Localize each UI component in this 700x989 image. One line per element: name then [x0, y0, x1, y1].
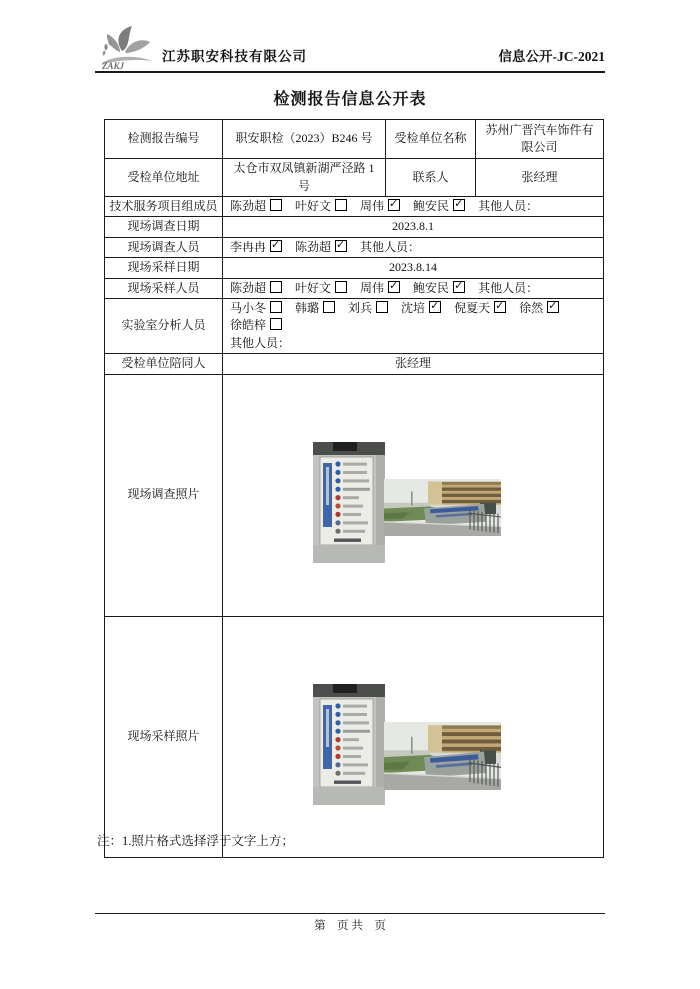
checkbox-unchecked	[323, 301, 335, 313]
sampling-date-value: 2023.8.14	[223, 258, 604, 278]
survey-factory-photo	[384, 479, 501, 536]
report-info-table	[104, 119, 604, 858]
staff-member: 鲍安民 ✓	[413, 281, 465, 295]
other-staff-label: 其他人员：	[360, 239, 421, 254]
company-name: 江苏职安科技有限公司	[162, 49, 307, 64]
staff-member: 周伟 ✓	[360, 281, 400, 295]
survey-staff-label: 现场调查人员	[105, 237, 223, 257]
lab-staff-label: 实验室分析人员	[105, 298, 223, 353]
checkbox-checked	[453, 199, 465, 211]
escort-value: 张经理	[223, 354, 604, 374]
survey-date-label: 现场调查日期	[105, 217, 223, 237]
checkbox-unchecked	[270, 281, 282, 293]
unit-name-value: 苏州广晋汽车饰件有限公司	[476, 120, 604, 159]
other-staff-label: 其他人员：	[478, 199, 539, 213]
contact-label: 联系人	[386, 159, 476, 197]
staff-member: 陈劲超	[230, 199, 282, 213]
staff-member: 陈劲超 ✓	[295, 240, 347, 254]
staff-member: 倪夏天✓	[454, 301, 506, 315]
checkbox-unchecked	[270, 199, 282, 211]
checkbox-unchecked	[270, 301, 282, 313]
checkbox-checked	[270, 240, 282, 252]
survey-photo-label: 现场调查照片	[105, 374, 223, 616]
checkbox-checked	[335, 240, 347, 252]
staff-member: 叶好文	[295, 281, 347, 295]
tech-team-members	[223, 197, 604, 217]
checkbox-unchecked	[376, 301, 388, 313]
company-logo	[94, 25, 158, 73]
staff-member: 马小冬	[230, 301, 282, 315]
contact-value: 张经理	[476, 159, 604, 197]
staff-member: 韩璐	[295, 301, 335, 315]
footnote: 注：1.照片格式选择浮于文字上方；	[97, 834, 294, 848]
survey-staff-members	[223, 237, 604, 257]
report-no-value: 职安职检（2023）B246 号	[223, 120, 386, 159]
checkbox-unchecked	[335, 281, 347, 293]
tech-team-label: 技术服务项目组成员	[105, 197, 223, 217]
report-no-label: 检测报告编号	[105, 120, 223, 159]
page-title: 检测报告信息公开表	[273, 91, 427, 108]
sampling-factory-photo	[384, 722, 501, 790]
sampling-photo-label: 现场采样照片	[105, 616, 223, 857]
staff-member: 周伟 ✓	[360, 199, 400, 213]
lab-staff-members	[223, 298, 604, 353]
footer-rule	[95, 913, 605, 914]
address-value: 太仓市双凤镇新湖严泾路 1 号	[223, 159, 386, 197]
checkbox-checked	[547, 301, 559, 313]
unit-name-label: 受检单位名称	[386, 120, 476, 159]
sampling-staff-label: 现场采样人员	[105, 278, 223, 298]
other-staff-label: 其他人员：	[478, 280, 539, 295]
checkbox-checked	[429, 301, 441, 313]
staff-member: 徐然✓	[519, 301, 559, 315]
checkbox-unchecked	[270, 318, 282, 330]
escort-label: 受检单位陪同人	[105, 354, 223, 374]
sampling-staff-members	[223, 278, 604, 298]
staff-member: 陈劲超	[230, 281, 282, 295]
checkbox-checked	[388, 281, 400, 293]
staff-member: 沈培 ✓	[401, 301, 441, 315]
sampling-signboard-photo	[313, 684, 385, 805]
logo-text: ZAKJ	[102, 61, 125, 71]
checkbox-checked	[388, 199, 400, 211]
checkbox-checked	[494, 301, 506, 313]
checkbox-unchecked	[335, 199, 347, 211]
page-footer: 第 页 共 页	[314, 920, 386, 932]
staff-member: 李冉冉 ✓	[230, 240, 282, 254]
staff-member: 刘兵	[348, 301, 388, 315]
survey-signboard-photo	[313, 442, 385, 563]
doc-code: 信息公开-JC-2021	[498, 49, 605, 64]
other-staff-label: 其他人员：	[230, 335, 291, 350]
sampling-date-label: 现场采样日期	[105, 258, 223, 278]
survey-photo-cell	[223, 374, 604, 616]
address-label: 受检单位地址	[105, 159, 223, 197]
sampling-photo-cell	[223, 616, 604, 857]
checkbox-checked	[453, 281, 465, 293]
header-rule	[95, 71, 605, 73]
staff-member: 叶好文	[295, 199, 347, 213]
survey-date-value: 2023.8.1	[223, 217, 604, 237]
staff-member: 徐皓梓	[230, 318, 282, 332]
staff-member: 鲍安民 ✓	[413, 199, 465, 213]
